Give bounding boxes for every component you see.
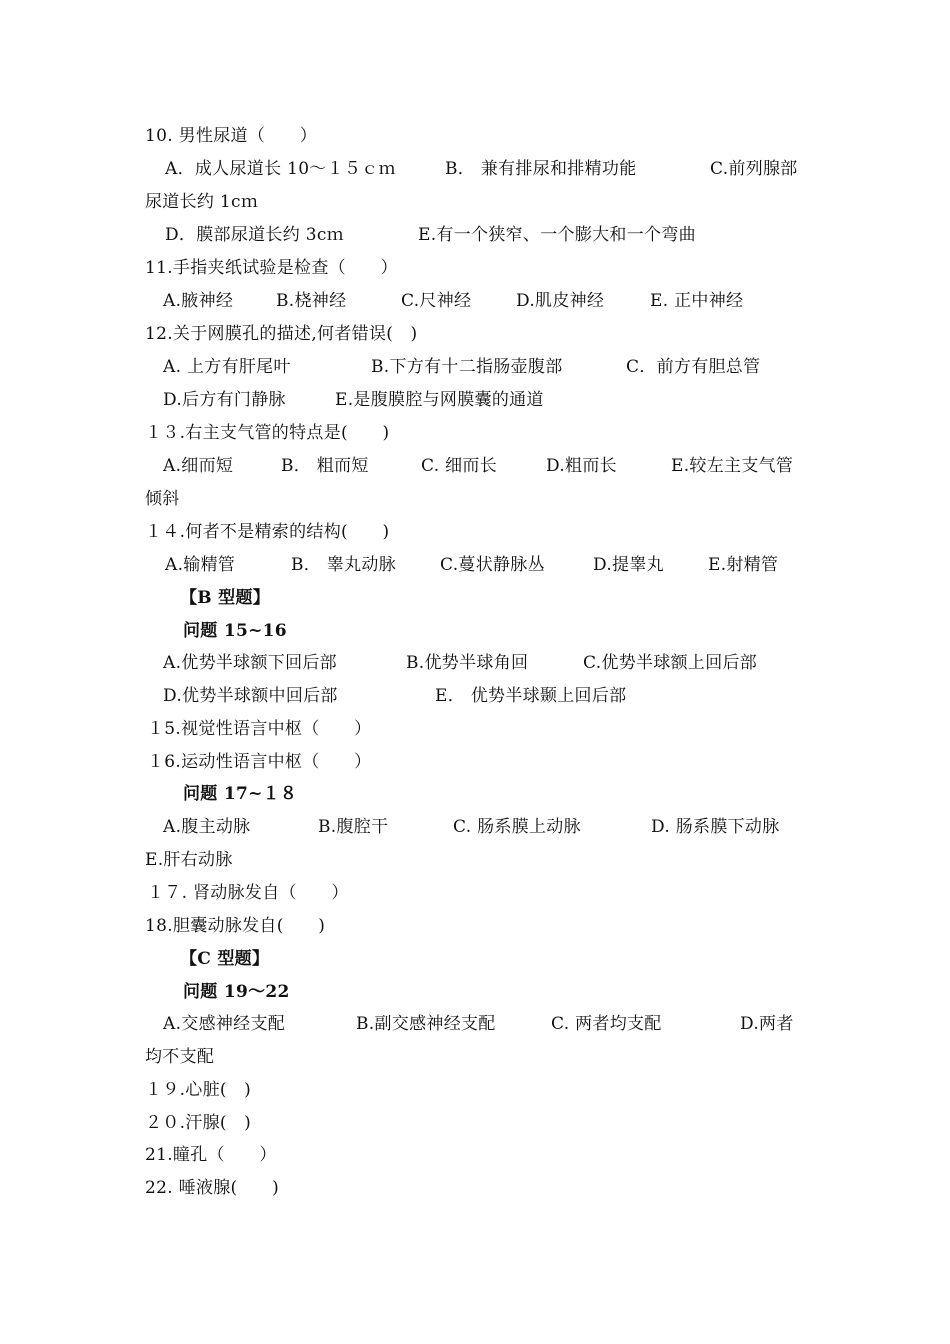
group-17-18-option-a: A.腹主动脉	[163, 817, 251, 837]
question-12-option-a: A. 上方有肝尾叶	[163, 357, 291, 377]
section-b-group-2-title: 问题 17~１８	[183, 784, 298, 804]
question-14-option-b: B． 睾丸动脉	[291, 555, 396, 575]
question-12-option-e: E.是腹膜腔与网膜囊的通道	[335, 390, 544, 410]
question-11-option-a: A.腋神经	[163, 291, 234, 311]
question-10-option-c-continued: 尿道长约 1cｍ	[145, 192, 259, 212]
question-13-option-e-continued: 倾斜	[145, 489, 180, 509]
question-12-option-c: C．前方有胆总管	[626, 357, 761, 377]
group-19-22-option-a: A.交感神经支配	[163, 1014, 286, 1034]
question-15: １5.视觉性语言中枢（ ）	[147, 719, 372, 739]
question-21: 21.瞳孔（ ）	[145, 1145, 277, 1165]
group-19-22-option-d-continued: 均不支配	[145, 1047, 215, 1067]
question-19: １９.心脏( )	[145, 1080, 252, 1100]
question-10-option-c: C.前列腺部	[710, 159, 798, 179]
question-22: 22. 唾液腺( )	[145, 1178, 280, 1198]
group-15-16-option-a: A.优势半球额下回后部	[163, 653, 337, 673]
group-19-22-option-b: B.副交感神经支配	[356, 1014, 496, 1034]
question-11-stem: 11.手指夹纸试验是检查（ ）	[145, 258, 398, 278]
question-13-option-e: E.较左主支气管	[671, 456, 794, 476]
section-b-heading: 【B 型题】	[180, 588, 271, 608]
section-c-options	[163, 1013, 823, 1145]
question-12-option-b: B.下方有十二指肠壶腹部	[371, 357, 563, 377]
group-15-16-option-e: E． 优势半球颞上回后部	[435, 686, 627, 706]
group-19-22-option-d: D.两者	[740, 1014, 794, 1034]
group-15-16-option-b: B.优势半球角回	[406, 653, 529, 673]
section-c-group-title: 问题 19～22	[183, 982, 290, 1002]
question-11-option-b: B.桡神经	[276, 291, 347, 311]
question-13-option-a: A.细而短	[163, 456, 234, 476]
question-14-option-c: C.蔓状静脉丛	[440, 555, 545, 575]
question-16: １6.运动性语言中枢（ ）	[147, 752, 372, 772]
question-12-option-d: D.后方有门静脉	[163, 390, 286, 410]
question-13-stem: １３.右主支气管的特点是( )	[145, 423, 390, 443]
question-13-option-d: D.粗而长	[546, 456, 617, 476]
question-10-stem: 10. 男性尿道（ ）	[145, 126, 318, 146]
question-13-option-c: C. 细而长	[421, 456, 498, 476]
group-17-18-option-e: E.肝右动脉	[145, 850, 233, 870]
group-15-16-option-c: C.优势半球额上回后部	[583, 653, 758, 673]
group-17-18-option-d: D. 肠系膜下动脉	[651, 817, 780, 837]
group-17-18-option-b: B.腹腔干	[318, 817, 389, 837]
question-12-stem: 12.关于网膜孔的描述,何者错误( )	[145, 324, 418, 344]
question-14-stem: １４.何者不是精索的结构( )	[145, 522, 390, 542]
question-10-option-d: D．膜部尿道长约 3cｍ	[165, 225, 344, 245]
question-10-option-e: E.有一个狭窄、一个膨大和一个弯曲	[418, 225, 696, 245]
group-17-18-option-c: C. 肠系膜上动脉	[453, 817, 581, 837]
group-15-16-option-d: D.优势半球额中回后部	[163, 686, 338, 706]
question-11-option-c: C.尺神经	[401, 291, 472, 311]
section-b-group-1-title: 问题 15~16	[183, 621, 287, 641]
question-13-option-b: B． 粗而短	[281, 456, 369, 476]
question-18: 18.胆囊动脉发自( )	[145, 916, 326, 936]
question-14-option-a: A.输精管	[165, 555, 236, 575]
question-10-option-b: B． 兼有排尿和排精功能	[445, 159, 637, 179]
question-11-option-e: E. 正中神经	[650, 291, 744, 311]
section-c-heading: 【C 型题】	[180, 949, 270, 969]
question-20: ２０.汗腺( )	[145, 1113, 252, 1133]
question-11-option-d: D.肌皮神经	[516, 291, 605, 311]
question-14-option-e: E.射精管	[708, 555, 779, 575]
question-10-option-a: A．成人尿道长 10～１５ｃｍ	[165, 159, 396, 179]
question-17: １７. 肾动脉发自（ ）	[147, 883, 349, 903]
group-19-22-option-c: C. 两者均支配	[551, 1014, 662, 1034]
question-14-option-d: D.提睾丸	[593, 555, 664, 575]
